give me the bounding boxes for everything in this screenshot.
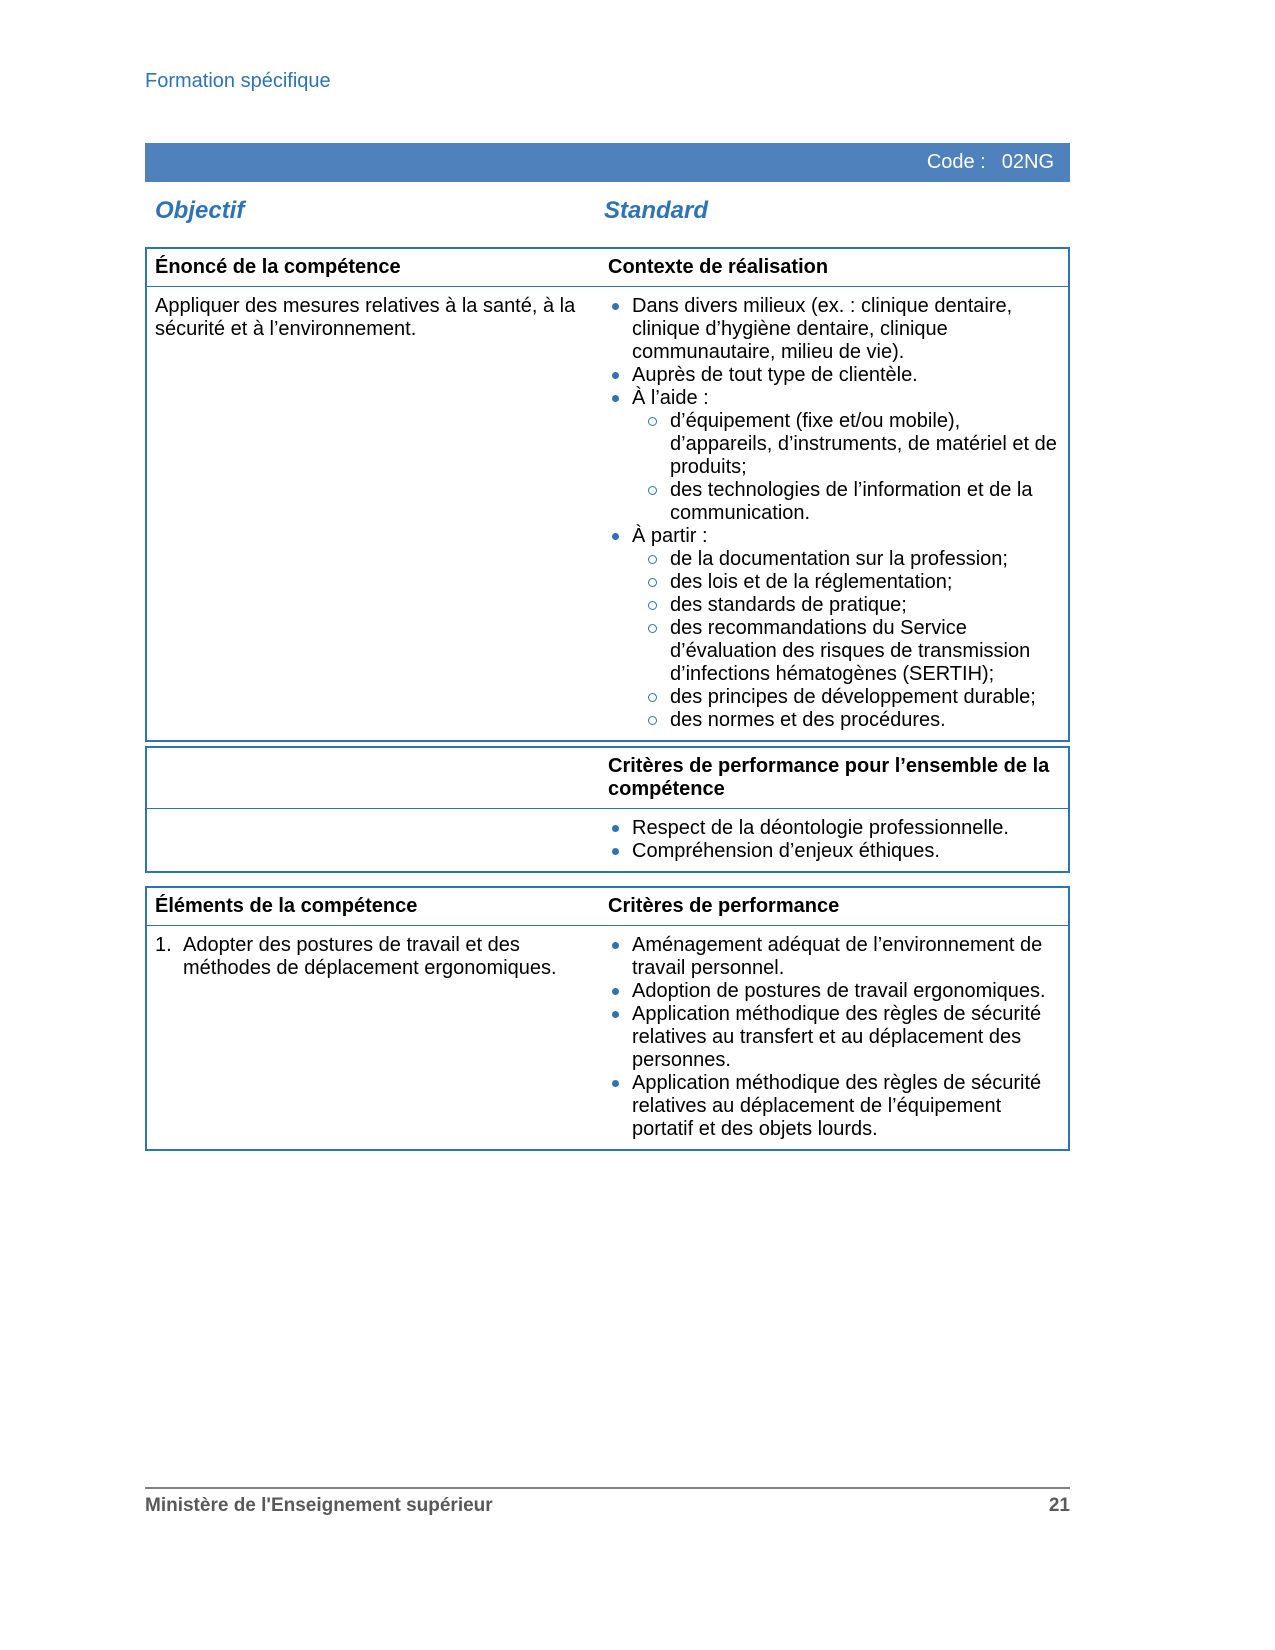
table1-body-row bbox=[147, 287, 1068, 740]
page-number: 21 bbox=[1048, 1495, 1070, 1516]
bullet-icon bbox=[608, 364, 632, 387]
column-headings bbox=[145, 199, 1070, 229]
list-item: Aménagement adéquat de l’environnement de travail personnel. bbox=[608, 934, 1060, 980]
code-bar bbox=[145, 143, 1070, 182]
table3-header-row bbox=[147, 888, 1068, 926]
circle-bullet-icon bbox=[644, 548, 670, 571]
list-item: de la documentation sur la profession; bbox=[644, 548, 1060, 571]
list-item: Respect de la déontologie professionnelle. bbox=[608, 817, 1060, 840]
table1-left-header: Énoncé de la compétence bbox=[155, 256, 401, 278]
list-item: Dans divers milieux (ex. : clinique dentaire, clinique d’hygiène dentaire, clinique communautaire, milieu de vie). bbox=[608, 295, 1060, 364]
table2-right-body bbox=[604, 809, 1068, 871]
circle-bullet-icon bbox=[644, 571, 670, 594]
section-label: Formation spécifique bbox=[145, 70, 331, 92]
table2-left-header-empty bbox=[147, 748, 604, 808]
list-item: des standards de pratique; bbox=[644, 594, 1060, 617]
list-item: des principes de développement durable; bbox=[644, 686, 1060, 709]
item-number: 1. bbox=[155, 934, 172, 956]
list-item: des lois et de la réglementation; bbox=[644, 571, 1060, 594]
list-item: des technologies de l’information et de la communication. bbox=[644, 479, 1060, 525]
circle-bullet-icon bbox=[644, 594, 670, 617]
bullet-icon bbox=[608, 934, 632, 980]
circle-bullet-icon bbox=[644, 686, 670, 709]
footer-ministry: Ministère de l'Enseignement supérieur bbox=[145, 1495, 493, 1516]
numbered-item: 1. Adopter des postures de travail et des méthodes de déplacement ergonomiques. bbox=[155, 934, 557, 979]
circle-bullet-icon bbox=[644, 410, 670, 479]
table1-left-body: Appliquer des mesures relatives à la santé, à la sécurité et à l’environnement. bbox=[155, 295, 576, 340]
code-value: 02NG bbox=[1001, 151, 1054, 173]
table1-right-body bbox=[604, 287, 1068, 740]
circle-bullet-icon bbox=[644, 617, 670, 686]
bullet-icon bbox=[608, 840, 632, 863]
table-enonce-contexte bbox=[145, 247, 1070, 742]
table2-left-body-empty bbox=[147, 809, 604, 871]
list-item: des normes et des procédures. bbox=[644, 709, 1060, 732]
list-item: À partir : bbox=[608, 525, 1060, 548]
heading-objectif: Objectif bbox=[155, 197, 245, 224]
heading-standard: Standard bbox=[604, 197, 709, 224]
circle-bullet-icon bbox=[644, 479, 670, 525]
table-elements-criteres bbox=[145, 886, 1070, 1151]
table3-right-header: Critères de performance bbox=[608, 895, 840, 917]
code-label: Code : bbox=[926, 151, 986, 173]
table2-header-row bbox=[147, 748, 1068, 809]
table3-left-header: Éléments de la compétence bbox=[155, 895, 418, 917]
bullet-icon bbox=[608, 980, 632, 1003]
bullet-icon bbox=[608, 1072, 632, 1141]
list-item: Application méthodique des règles de sécurité relatives au transfert et au déplacement des personnes. bbox=[608, 1003, 1060, 1072]
table3-body-row bbox=[147, 926, 1068, 1149]
list-item: d’équipement (fixe et/ou mobile), d’appareils, d’instruments, de matériel et de produits; bbox=[644, 410, 1060, 479]
table2-right-header: Critères de performance pour l’ensemble de la compétence bbox=[608, 755, 1050, 800]
circle-bullet-icon bbox=[644, 709, 670, 732]
bullet-icon bbox=[608, 387, 632, 410]
table1-right-header: Contexte de réalisation bbox=[608, 256, 829, 278]
bullet-icon bbox=[608, 1003, 632, 1072]
list-item: Application méthodique des règles de sécurité relatives au déplacement de l’équipement portatif et des objets lourds. bbox=[608, 1072, 1060, 1141]
bullet-icon bbox=[608, 295, 632, 364]
page-footer bbox=[145, 1487, 1070, 1517]
list-item: Auprès de tout type de clientèle. bbox=[608, 364, 1060, 387]
list-item: Compréhension d’enjeux éthiques. bbox=[608, 840, 1060, 863]
table2-body-row bbox=[147, 809, 1068, 871]
table3-left-body bbox=[147, 926, 604, 1149]
list-item: des recommandations du Service d’évaluation des risques de transmission d’infections hématogènes (SERTIH); bbox=[644, 617, 1060, 686]
table-criteres-ensemble bbox=[145, 746, 1070, 873]
list-item: À l’aide : bbox=[608, 387, 1060, 410]
bullet-icon bbox=[608, 525, 632, 548]
bullet-icon bbox=[608, 817, 632, 840]
table3-right-body bbox=[604, 926, 1068, 1149]
table1-header-row bbox=[147, 249, 1068, 287]
list-item: Adoption de postures de travail ergonomiques. bbox=[608, 980, 1060, 1003]
